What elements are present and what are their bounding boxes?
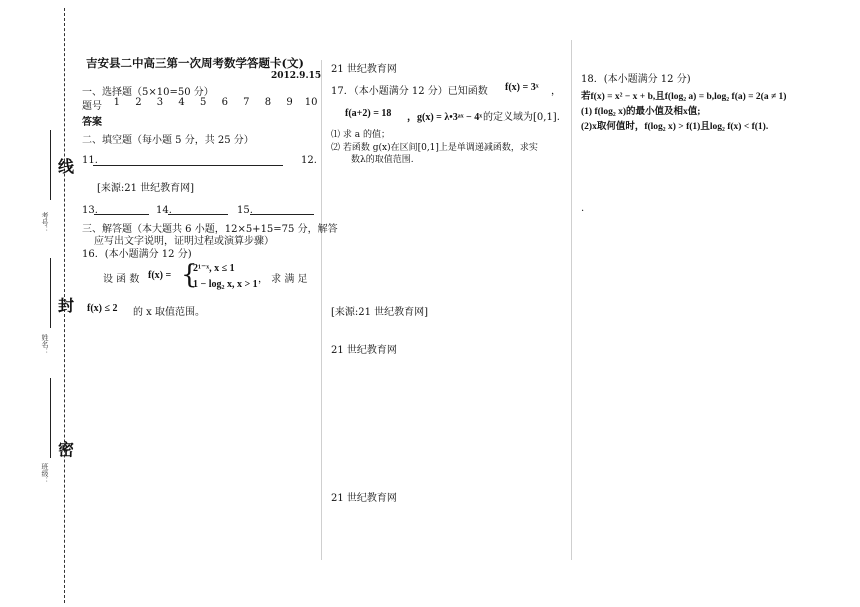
question-number-label: 题号 xyxy=(82,101,102,112)
question-number: 4 xyxy=(178,97,185,108)
q17-part-2-cont: 数λ的取值范围. xyxy=(351,155,414,165)
q17-comma: ， xyxy=(551,86,561,97)
exam-number-line xyxy=(50,130,51,200)
q16-title: 16．(本小题满分 12 分) xyxy=(82,249,192,260)
answer-section-heading-cont: 应写出文字说明，证明过程或演算步骤） xyxy=(94,236,274,247)
q16-case-2: 1 − log₂ x, x > 1 xyxy=(193,279,258,290)
source-note: [来源:21 世纪教育网] xyxy=(97,183,195,194)
q18-statement: 若f(x) = x² − x + b,且f(log₂ a) = b,log₂ f(a) = 2(a ≠ 1) xyxy=(581,92,787,102)
q16-tail: ， 求 满 足 xyxy=(258,274,308,285)
question-number: 9 xyxy=(286,97,293,108)
q16-case-1: 2¹⁻ˣ, x ≤ 1 xyxy=(193,263,235,274)
q16-lead: 设 函 数 xyxy=(103,274,140,285)
blank-15-line[interactable] xyxy=(250,214,314,215)
q16-function: f(x) = xyxy=(148,270,172,281)
blank-13-label: 13. xyxy=(82,205,98,216)
blank-15-label: 15. xyxy=(237,205,253,216)
question-number: 7 xyxy=(243,97,250,108)
site-mark-mid: 21 世纪教育网 xyxy=(331,345,397,356)
seal-seal-char: 封 xyxy=(58,296,75,315)
blank-11-line[interactable] xyxy=(93,165,283,166)
question-number: 8 xyxy=(264,97,272,108)
q16-rest: 的 x 取值范围。 xyxy=(133,307,205,318)
question-numbers xyxy=(106,97,322,108)
q17-g-function: ，g(x) = λ•3ᵃˣ − 4ˣ xyxy=(407,112,483,123)
q18-title: 18．(本小题满分 12 分) xyxy=(581,74,691,85)
stray-dot: . xyxy=(581,203,585,214)
column-divider-1 xyxy=(321,60,322,560)
name-label: 姓名： xyxy=(41,334,49,355)
answer-label: 答案 xyxy=(82,117,102,128)
blank-12-label: 12. xyxy=(301,155,317,166)
blank-13-line[interactable] xyxy=(94,214,149,215)
fill-blank-heading: 二、填空题（每小题 5 分，共 25 分） xyxy=(82,135,254,146)
blank-11-label: 11. xyxy=(82,155,98,166)
q17-part-2: ⑵ 若函数 g(x)在区间[0,1]上是单调递减函数，求实 xyxy=(331,143,538,153)
question-number: 10 xyxy=(304,97,318,108)
class-label: 班级： xyxy=(41,463,49,484)
blank-14-label: 14. xyxy=(156,205,172,216)
column-divider-2 xyxy=(571,40,572,560)
q17-domain: 的定义域为[0,1]. xyxy=(483,112,560,123)
seal-line-char: 线 xyxy=(58,157,75,176)
site-mark-bottom: 21 世纪教育网 xyxy=(331,493,397,504)
question-number: 3 xyxy=(156,97,164,108)
exam-number-label: 考号： xyxy=(41,212,49,233)
question-number: 5 xyxy=(199,97,207,108)
blank-14-line[interactable] xyxy=(168,214,228,215)
q17-condition: f(a+2) = 18 xyxy=(345,108,392,119)
q16-condition: f(x) ≤ 2 xyxy=(87,303,118,314)
question-number: 6 xyxy=(221,97,228,108)
q16-brace: { xyxy=(181,260,198,290)
exam-date: 2012.9.15 xyxy=(271,71,322,81)
q17-part-1: ⑴ 求 a 的值； xyxy=(331,130,390,140)
q17-title: 17．（本小题满分 12 分）已知函数 xyxy=(331,86,488,97)
q18-part-1: (1) f(log₂ x)的最小值及相x值; xyxy=(581,107,701,117)
page-title: 吉安县二中高三第一次周考数学答题卡(文) xyxy=(86,56,304,70)
choice-heading: 一、选择题（5×10=50 分） xyxy=(82,87,214,98)
question-number: 1 xyxy=(113,97,120,108)
q18-part-2: (2)x取何值时，f(log₂ x) > f(1)且log₂ f(x) < f(1). xyxy=(581,122,769,132)
site-mark-top: 21 世纪教育网 xyxy=(331,64,397,75)
name-line xyxy=(50,258,51,328)
source-note-mid: [来源:21 世纪教育网] xyxy=(331,307,429,318)
question-number: 2 xyxy=(135,97,142,108)
answer-section-heading: 三、解答题（本大题共 6 小题，12×5+15=75 分，解答 xyxy=(82,224,338,235)
q17-function: f(x) = 3ˣ xyxy=(505,82,539,93)
class-line xyxy=(50,378,51,458)
seal-secret-char: 密 xyxy=(58,440,75,459)
